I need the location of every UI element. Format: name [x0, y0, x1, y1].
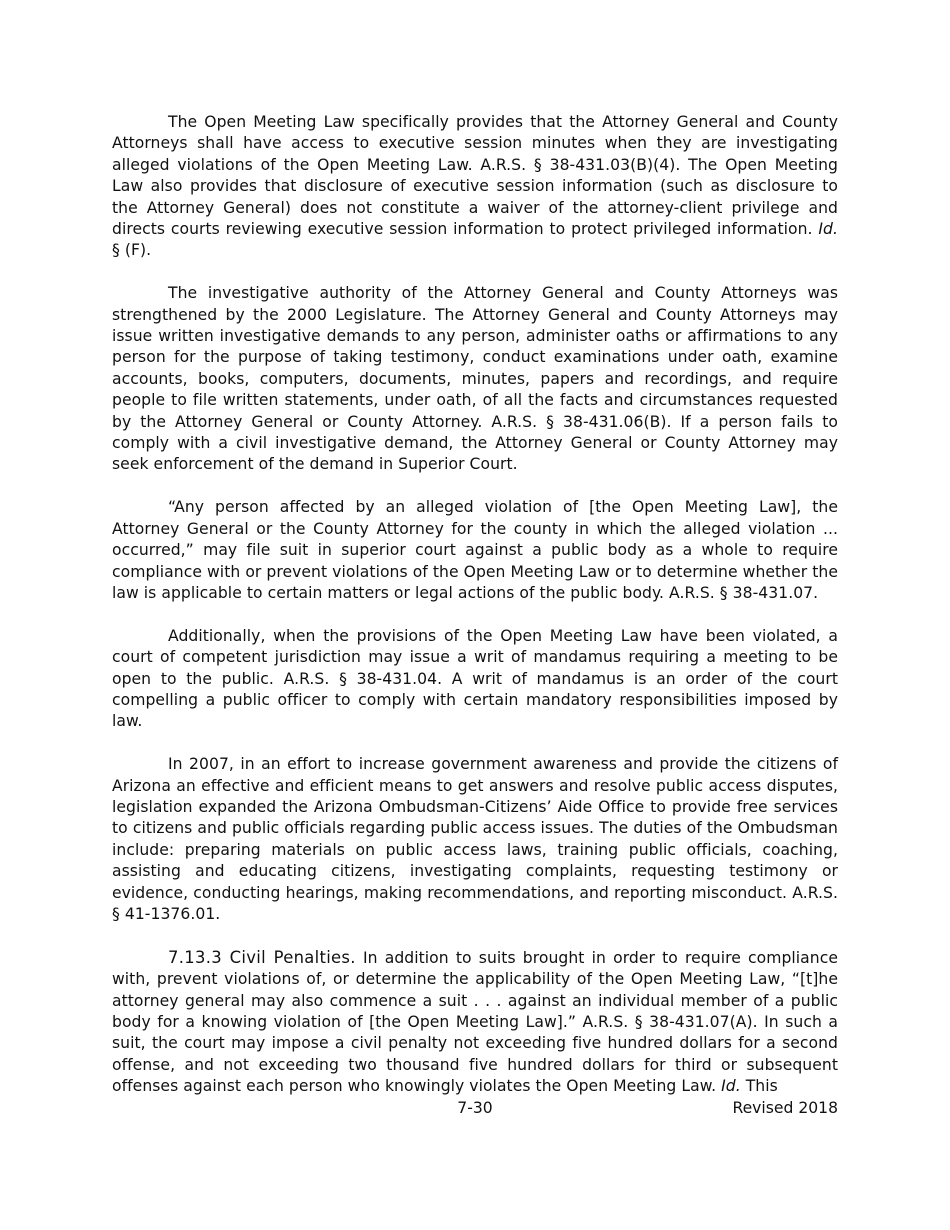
text-segment: § (F).: [112, 241, 152, 260]
text-segment: The Open Meeting Law specifically provides that the Attorney General and County Attorneys shall have access to executive session minutes when they are investigating alleged violations of the Open Meeting Law. A.R.S. § 38-431.03(B)(4). The Open Meeting Law also provides that disclosure of executive session information (such as disclosure to the Attorney General) does not constitute a waiver of the attorney-client privilege and directs courts reviewing executive session information to protect privileged information.: [112, 113, 838, 239]
page-number: 7-30: [457, 1099, 493, 1117]
text-segment: Additionally, when the provisions of the Open Meeting Law have been violated, a court of competent jurisdiction may issue a writ of mandamus requiring a meeting to be open to the public. A.R.S. § 38-431.04. A writ of mandamus is an order of the court compelling a public officer to comply with certain mandatory responsibilities imposed by law.: [112, 626, 838, 731]
document-body: [112, 112, 838, 1098]
paragraph-executive-session-access: [112, 112, 838, 262]
citation-id: Id.: [818, 220, 838, 239]
paragraph-ombudsman: [112, 754, 838, 925]
text-segment: The investigative authority of the Attorney General and County Attorneys was strengthened by the 2000 Legislature. The Attorney General and County Attorneys may issue written investigative demands to any person, administer oaths or affirmations to any person for the purpose of taking testimony, conduct examinations under oath, examine accounts, books, computers, documents, minutes, papers and recordings, and require people to file written statements, under oath, of all the facts and circumstances requested by the Attorney General or County Attorney. A.R.S. § 38-431.06(B). If a person fails to comply with a civil investigative demand, the Attorney General or County Attorney may seek enforcement of the demand in Superior Court.: [112, 284, 838, 474]
page-footer: [112, 1097, 838, 1119]
paragraph-civil-penalties: [112, 947, 838, 1098]
section-heading: 7.13.3 Civil Penalties.: [168, 947, 356, 967]
citation-id: Id.: [721, 1077, 741, 1096]
text-segment: In 2007, in an effort to increase government awareness and provide the citizens of Arizona an effective and efficient means to get answers and resolve public access disputes, legislation expanded the Arizona Ombudsman-Citizens’ Aide Office to provide free services to citizens and public officials regarding public access issues. The duties of the Ombudsman include: preparing materials on public access laws, training public officials, coaching, assisting and educating citizens, investigating complaints, requesting testimony or evidence, conducting hearings, making recommendations, and reporting misconduct. A.R.S. § 41-1376.01.: [112, 755, 838, 923]
revision-label: Revised 2018: [732, 1099, 838, 1117]
paragraph-writ-of-mandamus: [112, 626, 838, 733]
paragraph-investigative-authority: [112, 283, 838, 476]
text-segment: “Any person affected by an alleged violation of [the Open Meeting Law], the Attorney General or the County Attorney for the county in which the alleged violation ... occurred,” may file suit in superior court against a public body as a whole to require compliance with or prevent violations of the Open Meeting Law or to determine whether the law is applicable to certain matters or legal actions of the public body. A.R.S. § 38-431.07.: [112, 498, 838, 602]
text-segment: In addition to suits brought in order to require compliance with, prevent violations of, or determine the applicability of the Open Meeting Law, “[t]he attorney general may also commence a suit . . . against an individual member of a public body for a knowing violation of [the Open Meeting Law].” A.R.S. § 38-431.07(A). In such a suit, the court may impose a civil penalty not exceeding five hundred dollars for a second offense, and not exceeding two thousand five hundred dollars for third or subsequent offenses against each person who knowingly violates the Open Meeting Law.: [112, 948, 838, 1096]
paragraph-any-person-affected: [112, 497, 838, 604]
text-segment: This: [740, 1077, 778, 1096]
